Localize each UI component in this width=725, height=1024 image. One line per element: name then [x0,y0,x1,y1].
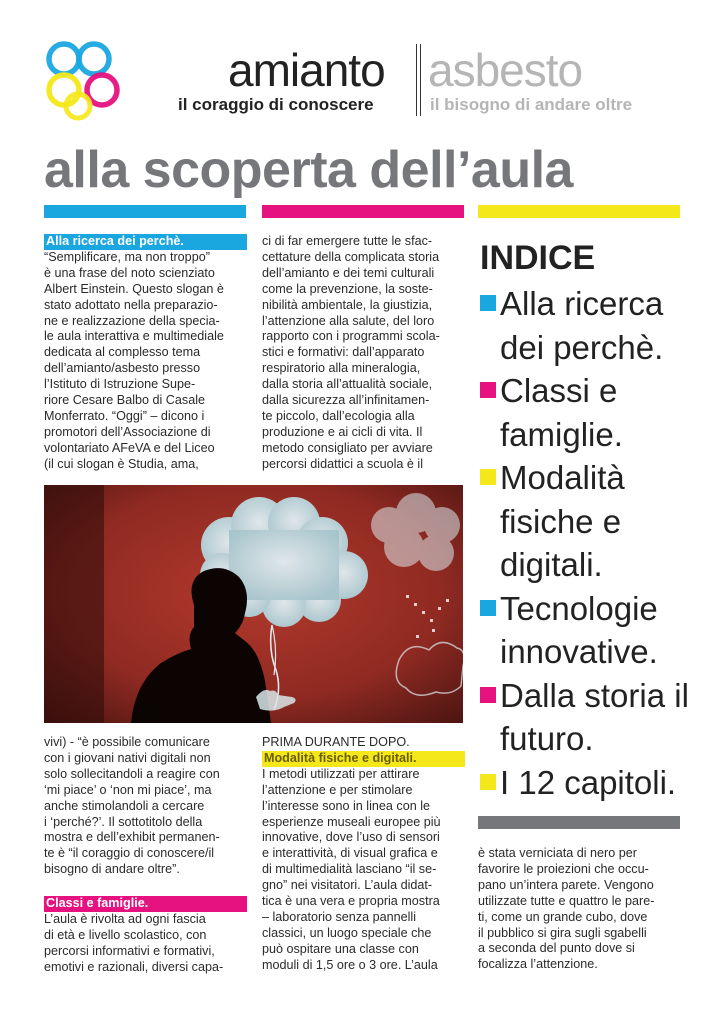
body-text-line: a seconda del punto dove si [478,941,635,956]
body-text-line: di multimedialità lasciano “il se- [262,862,437,877]
body-text-line: l’interesse sono in linea con le [262,798,431,813]
body-text-line: dalla sicurezza all’infinitamen- [262,393,430,408]
yellow-bar [478,205,680,218]
column-3-bottom [478,846,693,973]
body-text-line: dell’amianto e dei temi culturali [262,265,435,280]
body-text-line: vivi) - “è possibile comunicare [44,735,210,749]
body-text-line: – laboratorio senza pannelli [262,909,417,924]
body-text-line: cettature della complicata storia [262,249,440,264]
body-text-line: gno” nei visitatori. L’aula didat- [262,878,433,893]
indice-title: INDICE [480,239,596,277]
indice-item-label: Tecnologie innovative. [500,589,658,670]
body-text-line: e interattività, di visual grafica e [262,846,438,861]
indice-item-label: Modalità fisiche e digitali. [500,459,625,583]
color-square-icon [480,600,496,616]
indice-item-label: Alla ricerca dei perchè. [500,285,664,366]
body-text-line: come la prevenzione, la soste- [262,281,433,296]
body-text-line: è una frase del noto scienziato [44,265,215,280]
indice-item-label: Dalla storia il futuro. [500,676,689,757]
indice-list [480,282,710,804]
color-square-icon [480,687,496,703]
indice-item [480,282,710,369]
page-headline: alla scoperta dell’aula [44,141,573,199]
logo-rings [42,40,124,122]
body-text-line: dell’amianto/asbesto presso [44,361,201,376]
indice-item [480,587,710,674]
title-asbesto: asbesto [428,44,583,96]
color-square-icon [480,295,496,311]
title-divider [416,44,421,116]
column-1-bottom [44,735,254,976]
indice-item [480,674,710,761]
body-text-line: favorire le proiezioni che occu- [478,861,649,876]
body-text-line: l’attenzione e per stimolare [262,782,413,797]
body-text-line: percorsi informativi e formativi, [44,943,215,958]
body-text-line: tica è una vera e propria mostra [262,894,440,909]
prima-durante-dopo: PRIMA DURANTE DOPO. [262,735,410,749]
body-text-line: ‘mi piace’ o ‘non mi piace’, ma [44,782,212,797]
body-text-line: “Semplificare, ma non troppo” [44,249,210,264]
body-text-line: Albert Einstein. Questo slogan è [44,281,224,296]
indice-item [480,369,710,456]
subtitle-left: il coraggio di conoscere [178,95,374,114]
body-text-line: ci di far emergere tutte le sfac- [262,234,433,248]
section-heading-modalita: Modalità fisiche e digitali. [262,751,465,767]
body-text-line: innovative, dove l’uso di sensori [262,830,440,845]
column-1-top [44,234,249,473]
body-text-line: l’Istituto di Istruzione Supe- [44,377,196,392]
body-text-line: bisogno di andare oltre”. [44,862,180,877]
body-text-line: è stata verniciata di nero per [478,846,637,860]
body-text-line: percorsi didattici a scuola è il [262,456,423,471]
exhibit-photo [44,485,463,723]
body-text-line: i ‘perché?’. Il sottotitolo della [44,814,203,829]
body-text-line: di età e livello scolastico, con [44,927,207,942]
body-text-line: mostra e dell’exhibit permanen- [44,830,220,845]
color-square-icon [480,774,496,790]
section-heading-classi: Classi e famiglie. [44,896,247,912]
body-text-line: riore Cesare Balbo di Casale [44,393,206,408]
column-2-top [262,234,467,473]
magenta-bar [262,205,464,218]
body-text-line: l’attenzione alla salute, del loro [262,313,435,328]
body-text-line: il pubblico si gira sugli sgabelli [478,925,647,940]
body-text-line: classici, un luogo speciale che [262,925,432,940]
body-text-line: metodo consigliato per avviare [262,440,433,455]
body-text-line: ne e realizzazione della specia- [44,313,220,328]
color-square-icon [480,382,496,398]
body-text-line: stici e formativi: dall’apparato [262,345,425,360]
body-text-line: dalla storia all’attualità sociale, [262,377,433,392]
indice-item-label: I 12 capitoli. [500,763,677,801]
body-text-line: volontariato AFeVA e del Liceo [44,440,215,455]
section-heading-ricerca: Alla ricerca dei perchè. [44,234,247,250]
body-text-line: produzione e ai cicli di vita. Il [262,424,423,439]
body-text-line: (il cui slogan è Studia, ama, [44,456,199,471]
body-text-line: le aula interattiva e multimediale [44,329,224,344]
column-2-bottom [262,735,472,974]
color-square-icon [480,469,496,485]
body-text-line: nibilità ambientale, la giustizia, [262,297,433,312]
body-text-line: respiratorio alla mineralogia, [262,361,421,376]
body-text-line: dedicata al complesso tema [44,345,201,360]
subtitle-right: il bisogno di andare oltre [430,95,633,114]
indice-item [480,456,710,587]
gray-bar [478,816,680,829]
body-text-line: anche stimolandoli a cercare [44,798,205,813]
body-text-line: con i giovani nativi digitali non [44,750,211,765]
body-text-line: te piccolo, dall’ecologia alla [262,408,415,423]
body-text-line: L’aula è rivolta ad ogni fascia [44,912,206,927]
cyan-bar [44,205,246,218]
body-text-line: Monferrato. “Oggi” – dicono i [44,408,205,423]
body-text-line: esperienze museali europee più [262,814,441,829]
body-text-line: promotori dell’Associazione di [44,424,211,439]
indice-item-label: Classi e famiglie. [500,372,623,453]
body-text-line: ti, come un grande cubo, dove [478,909,648,924]
title-amianto: amianto [228,44,385,96]
body-text-line: focalizza l’attenzione. [478,957,598,972]
body-text-line: può ospitare una classe con [262,941,419,956]
body-text-line: rapporto con i programmi scola- [262,329,440,344]
indice-item [480,761,710,805]
body-text-line: I metodi utilizzati per attirare [262,766,420,781]
body-text-line: te è “il coraggio di conoscere/il [44,846,215,861]
body-text-line: solo sollecitandoli a reagire con [44,766,220,781]
body-text-line: utilizzate tutte e quattro le pare- [478,893,655,908]
body-text-line: moduli di 1,5 ore o 3 ore. L’aula [262,957,438,972]
body-text-line: stato adottato nella preparazio- [44,297,218,312]
body-text-line: pano un’intera parete. Vengono [478,877,654,892]
body-text-line: emotivi e razionali, diversi capa- [44,959,224,974]
